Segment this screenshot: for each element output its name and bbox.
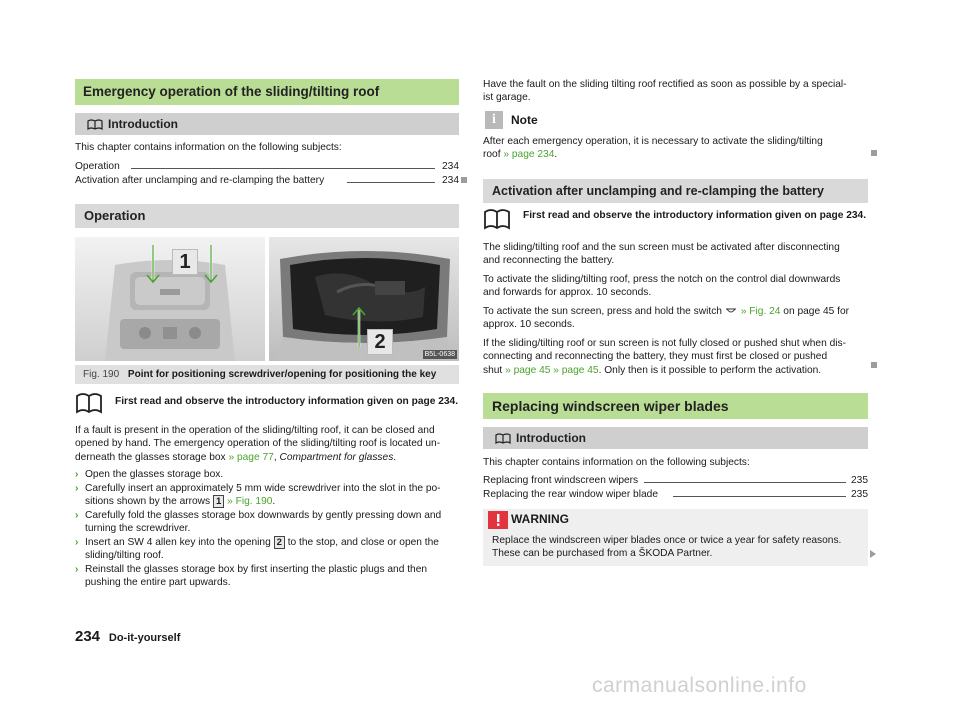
caption-text: Point for positioning screwdriver/opening for positioning the key [127, 369, 437, 380]
callout-key-1: 1 [213, 495, 224, 508]
intro-heading-bar [483, 427, 868, 449]
step-line [85, 495, 461, 508]
step-line: sliding/tilting roof. [85, 549, 164, 561]
note-info-icon: i [485, 111, 503, 129]
first-read-note: First read and observe the introductory information given on page 234. [523, 210, 867, 221]
paragraph-line [483, 364, 868, 377]
toc-list [75, 160, 459, 192]
page-234-link[interactable]: » page 234 [503, 149, 555, 161]
note-text [483, 135, 868, 162]
text-span: Insert an SW 4 allen key into the opening [85, 536, 274, 548]
intro-text: This chapter contains information on the following subjects: [75, 142, 342, 153]
paragraph-line: and reconnecting the battery. [483, 255, 615, 267]
text-span: . Only then is it possible to perform the activation. [598, 364, 822, 376]
callout-key-2: 2 [274, 536, 285, 549]
figure-190 [75, 237, 459, 361]
first-read-note: First read and observe the introductory information given on page 234. [115, 396, 459, 407]
operation-heading: Operation [75, 204, 459, 228]
end-mark [871, 150, 877, 156]
book-icon [87, 119, 103, 130]
continue-arrow-icon [870, 550, 876, 558]
text-span: sitions shown by the arrows [85, 495, 213, 507]
step-text [85, 563, 461, 590]
toc-page: 234 [442, 175, 459, 186]
toc-label: Activation after unclamping and re-clamping the battery [75, 174, 330, 187]
end-mark [461, 177, 467, 183]
paragraph-line: If the sliding/tilting roof or sun screen is not fully closed or pushed shut when dis- [483, 337, 846, 349]
paragraph-line: approx. 10 seconds. [483, 319, 575, 331]
paragraph-line: opened by hand. The emergency operation of the sliding/tilting roof is located un- [75, 438, 441, 450]
paragraph-line: ist garage. [483, 92, 531, 104]
activation-heading: Activation after unclamping and re-clamping the battery [483, 179, 868, 203]
paragraph-line: Have the fault on the sliding tilting roof rectified as soon as possible by a special- [483, 79, 847, 90]
step-text: Open the glasses storage box. [85, 469, 224, 480]
toc-item-front-wipers[interactable] [483, 474, 868, 488]
step-bullet: › [75, 469, 79, 480]
step-bullet: › [75, 509, 79, 521]
text-span: derneath the glasses storage box [75, 451, 229, 463]
fig-190-link[interactable]: » Fig. 190 [227, 495, 273, 507]
figure-callout-2: 2 [367, 329, 393, 355]
page-number: 234 [75, 628, 101, 645]
watermark: carmanualsonline.info [592, 674, 807, 697]
warning-text [492, 534, 864, 561]
fault-rectify-paragraph [483, 78, 868, 105]
text-span: . [393, 451, 397, 463]
page-45-link[interactable]: » page 45 [505, 364, 551, 376]
page-45-link[interactable]: » page 45 [553, 364, 599, 376]
steps-list [75, 468, 461, 588]
paragraph-line: If a fault is present in the operation of the sliding/tilting roof, it can be closed and [75, 425, 435, 436]
glasses-compartment-ref: Compartment for glasses [279, 451, 394, 463]
figure-190-image [75, 237, 459, 361]
paragraph-line [483, 305, 868, 318]
toc-page: 234 [442, 161, 459, 172]
text-span: , [273, 451, 280, 463]
intro-heading-bar [75, 113, 459, 135]
paragraph-line: and forwards for approx. 10 seconds. [483, 287, 652, 299]
paragraph-line: The sliding/tilting roof and the sun screen must be activated after disconnecting [483, 242, 840, 253]
text-span: To activate the sun screen, press and hold the switch [483, 305, 725, 317]
paragraph-line: To activate the sliding/tilting roof, press the notch on the control dial downwards [483, 273, 841, 285]
section-title-sliding-roof: Emergency operation of the sliding/tilting roof [75, 79, 459, 105]
fault-paragraph [75, 424, 461, 464]
paragraph-line: connecting and reconnecting the battery, they must first be closed or pushed [483, 351, 828, 363]
step-bullet: › [75, 563, 79, 575]
intro-heading: Introduction [516, 431, 586, 445]
warning-box [483, 509, 868, 566]
step-line: Reinstall the glasses storage box by first inserting the plastic plugs and then [85, 563, 428, 575]
text-span: . [554, 149, 558, 161]
paragraph-line [75, 451, 461, 464]
book-icon [483, 208, 511, 230]
step-text [85, 509, 461, 536]
step-line [85, 536, 461, 549]
step-bullet: › [75, 482, 79, 494]
page-77-link[interactable]: » page 77 [228, 451, 274, 463]
page-footer [75, 627, 180, 647]
footer-section: Do-it-yourself [108, 632, 181, 644]
toc-label: Replacing front windscreen wipers [483, 474, 644, 487]
step-text [85, 482, 461, 509]
step-text [85, 536, 461, 563]
warning-icon [488, 511, 508, 529]
intro-text: This chapter contains information on the following subjects: [483, 457, 750, 468]
text-span: on page 45 for [780, 305, 850, 317]
toc-item-operation[interactable] [75, 160, 459, 174]
activation-text [483, 241, 868, 377]
step-bullet: › [75, 536, 79, 548]
toc-item-activation[interactable] [75, 174, 459, 188]
text-span: to the stop, and close or open the [284, 536, 439, 548]
caption-number: Fig. 190 [83, 369, 120, 380]
note-heading: Note [511, 113, 538, 127]
paragraph-line [483, 148, 868, 161]
toc-item-rear-wiper[interactable] [483, 488, 868, 502]
end-mark [871, 362, 877, 368]
section-title-wiper-blades: Replacing windscreen wiper blades [483, 393, 868, 419]
figure-caption [75, 365, 459, 384]
intro-heading: Introduction [108, 117, 178, 131]
sun-screen-switch-icon [725, 307, 737, 315]
toc-label: Replacing the rear window wiper blade [483, 488, 664, 501]
toc-page: 235 [851, 489, 868, 500]
toc-list [483, 474, 868, 506]
toc-label: Operation [75, 160, 126, 173]
text-span: shut [483, 364, 506, 376]
text-span: . [272, 495, 276, 507]
book-icon [495, 433, 511, 444]
step-line: turning the screwdriver. [85, 522, 191, 534]
book-icon [75, 392, 103, 414]
figure-callout-1: 1 [172, 249, 198, 275]
paragraph-line: These can be purchased from a ŠKODA Partner. [492, 548, 713, 560]
toc-page: 235 [851, 475, 868, 486]
fig-24-link[interactable]: » Fig. 24 [740, 305, 781, 317]
step-line: pushing the entire part upwards. [85, 576, 231, 588]
step-line: Carefully fold the glasses storage box downwards by gently pressing down and [85, 509, 442, 521]
text-span: roof [483, 149, 504, 161]
figure-code: B5L-0638 [424, 351, 455, 358]
paragraph-line: Replace the windscreen wiper blades once or twice a year for safety reasons. [492, 535, 842, 546]
warning-heading: WARNING [511, 512, 569, 526]
step-line: Carefully insert an approximately 5 mm wide screwdriver into the slot in the po- [85, 482, 441, 494]
paragraph-line: After each emergency operation, it is necessary to activate the sliding/tilting [483, 136, 823, 147]
